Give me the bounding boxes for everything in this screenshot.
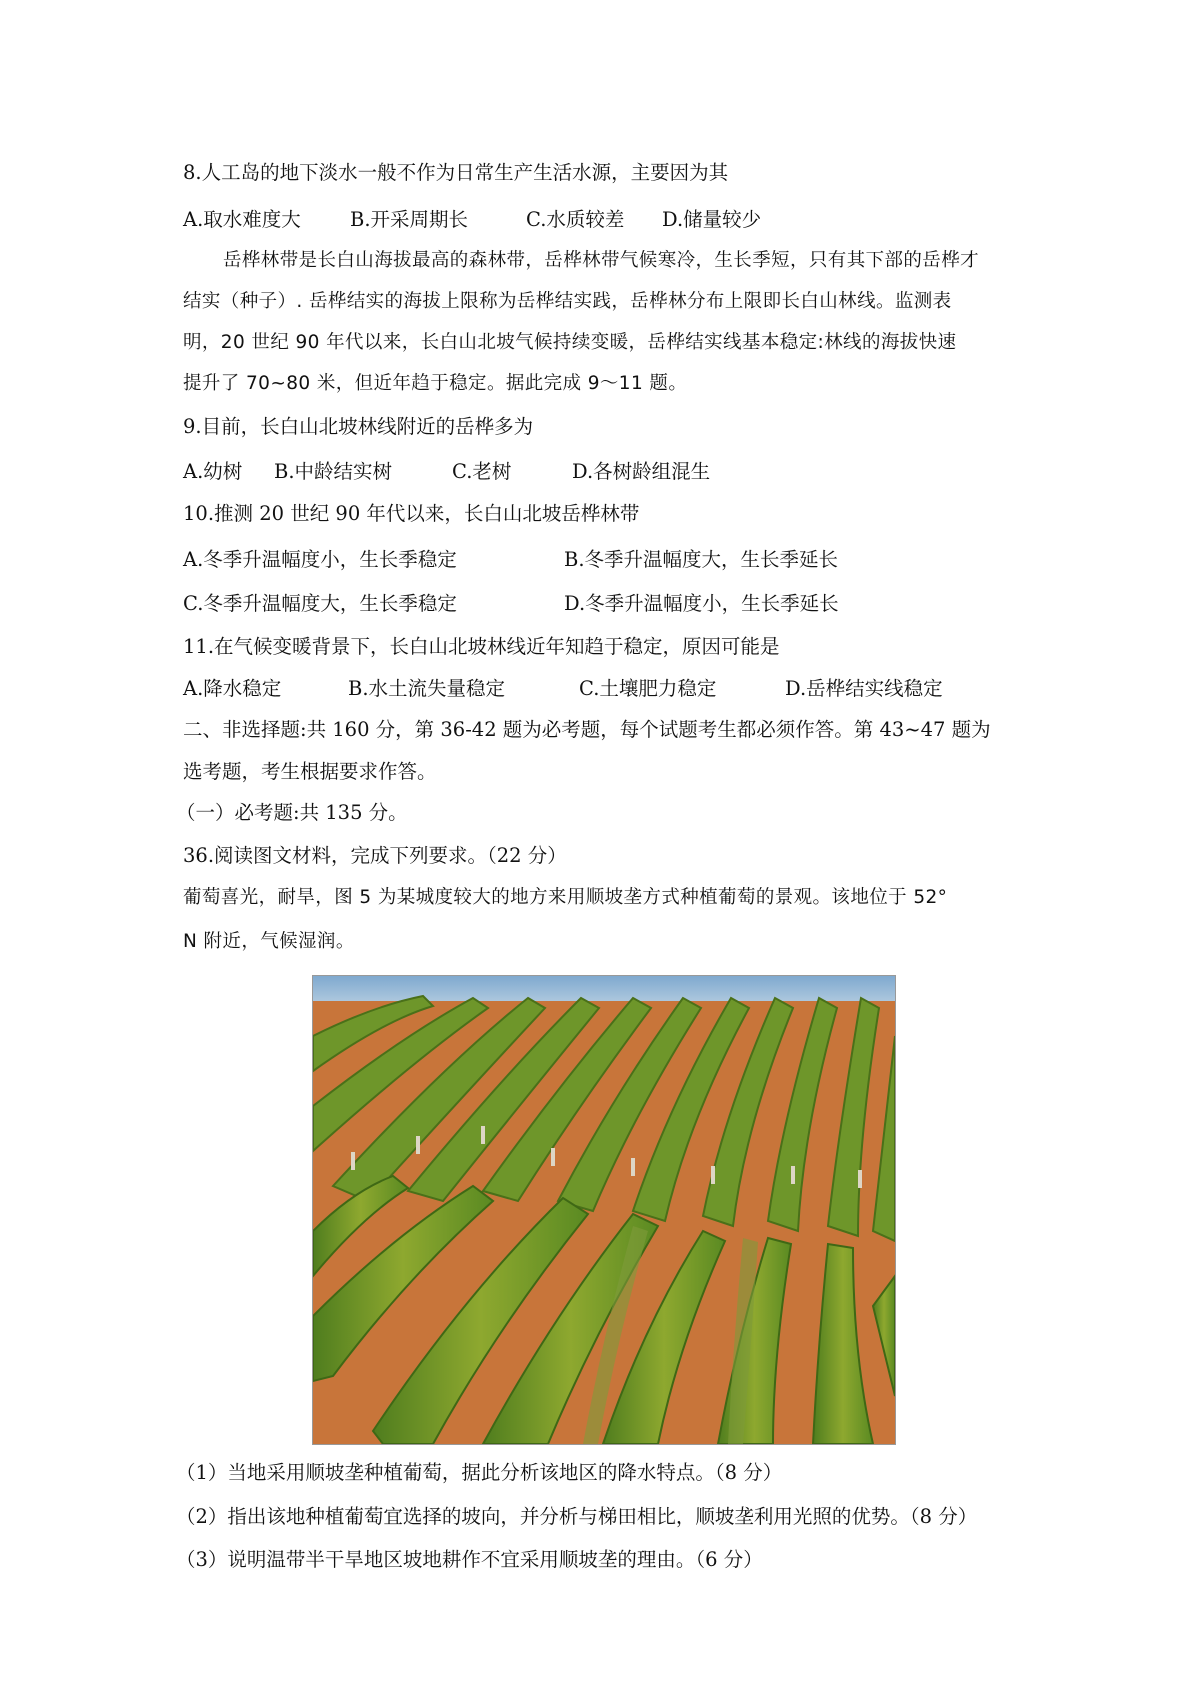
q36-sub-3: （3）说明温带半干旱地区坡地耕作不宜采用顺坡垄的理由。（6 分） — [176, 1548, 763, 1571]
q9-option-b: B.中龄结实树 — [274, 460, 393, 483]
q8-option-a: A.取水难度大 — [183, 208, 301, 231]
vineyard-illustration — [313, 976, 895, 1444]
q8-option-c: C.水质较差 — [526, 208, 625, 231]
passage-line-4: 提升了 70~80 米，但近年趋于稳定。据此完成 9～11 题。 — [183, 373, 688, 394]
q36-sub-1: （1）当地采用顺坡垄种植葡萄，据此分析该地区的降水特点。（8 分） — [176, 1461, 783, 1484]
passage-line-2: 结实（种子）. 岳桦结实的海拔上限称为岳桦结实践，岳桦林分布上限即长白山林线。监测表 — [183, 291, 952, 312]
passage-line-3: 明，20 世纪 90 年代以来，长白山北坡气候持续变暖，岳桦结实线基本稳定:林线的海拔快速 — [183, 332, 957, 353]
q9-option-d: D.各树龄组混生 — [572, 460, 711, 483]
q11-stem: 11.在气候变暖背景下，长白山北坡林线近年知趋于稳定，原因可能是 — [183, 635, 780, 658]
q9-option-a: A.幼树 — [183, 460, 243, 483]
q8-option-d: D.储量较少 — [662, 208, 762, 231]
q11-option-a: A.降水稳定 — [183, 677, 282, 700]
q10-option-b: B.冬季升温幅度大，生长季延长 — [564, 548, 839, 571]
vineyard-photo — [312, 975, 896, 1445]
section2-line-2: 选考题，考生根据要求作答。 — [183, 760, 437, 783]
q8-stem: 8.人工岛的地下淡水一般不作为日常生产生活水源，主要因为其 — [183, 161, 729, 184]
q11-option-b: B.水土流失量稳定 — [348, 677, 506, 700]
q36-sub-2: （2）指出该地种植葡萄宜选择的坡向，并分析与梯田相比，顺坡垄利用光照的优势。（8 分） — [176, 1505, 978, 1528]
q36-material-line-1: 葡萄喜光，耐旱，图 5 为某城度较大的地方来用顺坡垄方式种植葡萄的景观。该地位于 52° — [183, 887, 948, 908]
q36-stem: 36.阅读图文材料，完成下列要求。（22 分） — [183, 844, 567, 867]
q9-option-c: C.老树 — [452, 460, 512, 483]
q11-option-d: D.岳桦结实线稳定 — [785, 677, 943, 700]
q9-stem: 9.目前，长白山北坡林线附近的岳桦多为 — [183, 415, 534, 438]
passage-line-1: 岳桦林带是长白山海拔最高的森林带，岳桦林带气候寒冷，生长季短，只有其下部的岳桦才 — [223, 250, 980, 271]
q10-stem: 10.推测 20 世纪 90 年代以来，长白山北坡岳桦林带 — [183, 502, 640, 525]
q10-option-d: D.冬季升温幅度小，生长季延长 — [564, 592, 839, 615]
q11-option-c: C.土壤肥力稳定 — [579, 677, 717, 700]
q10-option-a: A.冬季升温幅度小，生长季稳定 — [183, 548, 457, 571]
part1-heading: （一）必考题:共 135 分。 — [176, 801, 408, 824]
q8-option-b: B.开采周期长 — [350, 208, 469, 231]
q10-option-c: C.冬季升温幅度大，生长季稳定 — [183, 592, 457, 615]
q36-material-line-2: N 附近，气候湿润。 — [183, 931, 355, 952]
section2-line-1: 二、非选择题:共 160 分，第 36-42 题为必考题，每个试题考生都必须作答。第 43~47 题为 — [183, 718, 991, 741]
